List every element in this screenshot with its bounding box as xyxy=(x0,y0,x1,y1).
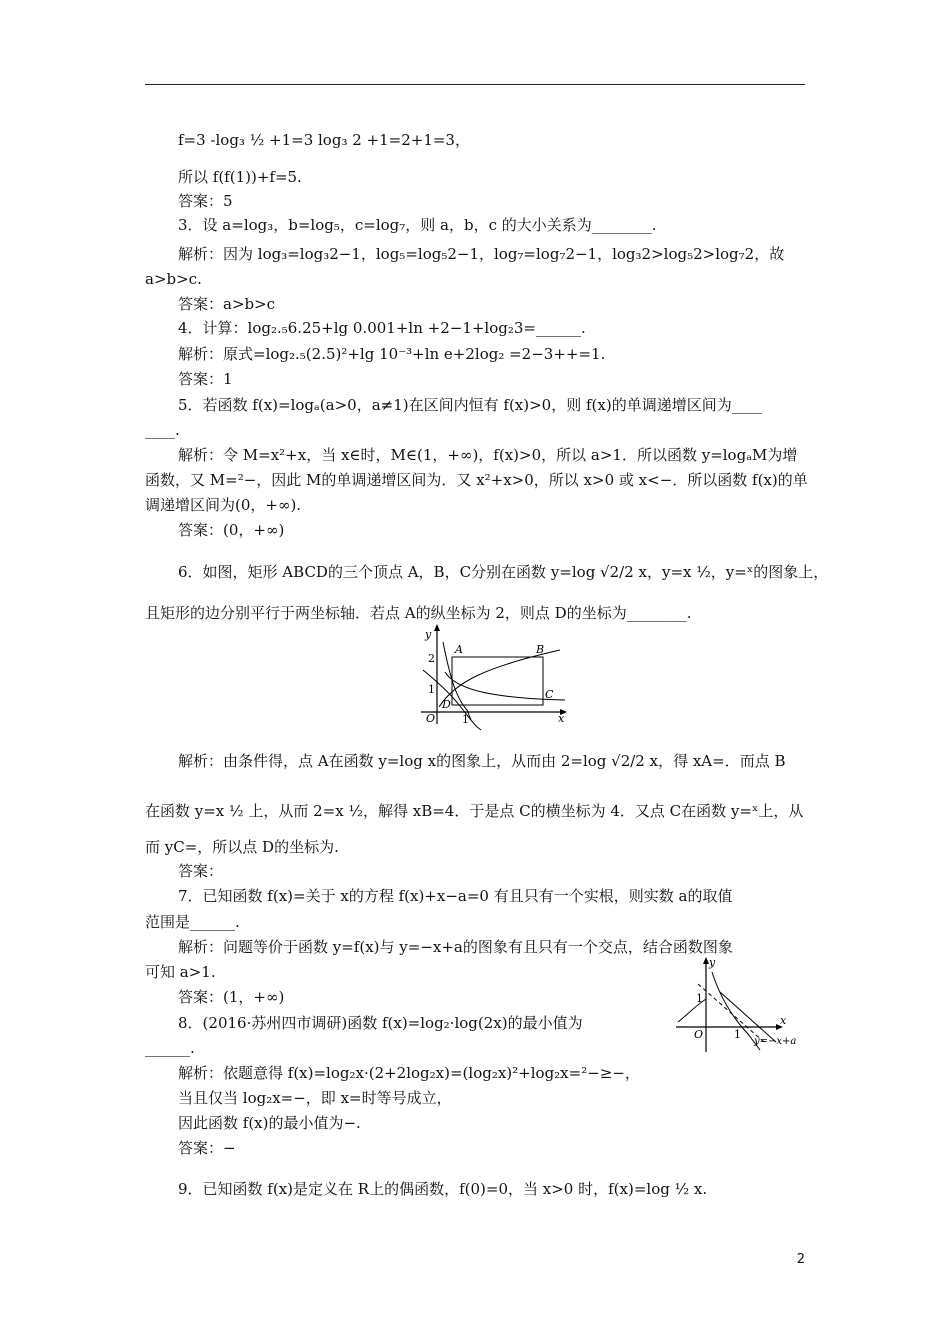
fig1-A: A xyxy=(455,643,463,656)
fig1-x: x xyxy=(558,712,565,725)
fig2-line-label: y=−x+a xyxy=(754,1036,797,1047)
fig1-y: y xyxy=(425,628,432,641)
fig1-one-x: 1 xyxy=(462,713,469,726)
line-13: 函数，又 M=²−，因此 M的单调递增区间为．又 x²+x>0，所以 x>0 或 x<−．所以函数 f(x)的单 xyxy=(145,471,808,489)
line-32: 答案：− xyxy=(178,1139,236,1157)
line-27: 8．(2016·苏州四市调研)函数 f(x)=log₂·log(2x)的最小值为 xyxy=(178,1014,583,1032)
line-4: 解析：因为 log₃=log₃2−1，log₅=log₅2−1，log₇=log₇2−1，log₃2>log₅2>log₇2，故 xyxy=(178,245,785,263)
line-23: 范围是______. xyxy=(145,913,240,931)
header-rule xyxy=(145,84,805,85)
fig2-y: y xyxy=(709,956,716,969)
line-3: 3．设 a=log₃，b=log₅，c=log₇，则 a，b，c 的大小关系为________. xyxy=(178,216,657,234)
line-24: 解析：问题等价于函数 y=f(x)与 y=−x+a的图象有且只有一个交点，结合函数图象 xyxy=(178,938,733,956)
fig1-C: C xyxy=(545,688,554,701)
line-9: 答案：1 xyxy=(178,370,233,388)
line-19: 在函数 y=x ½ 上，从而 2=x ½，解得 xB=4．于是点 C的横坐标为 4．又点 C在函数 y=ˣ上，从 xyxy=(145,802,804,820)
line-2: 答案：5 xyxy=(178,192,233,210)
line-6: 答案：a>b>c xyxy=(178,295,276,313)
line-10: 5．若函数 f(x)=logₐ(a>0，a≠1)在区间内恒有 f(x)>0，则 f(x)的单调递增区间为____ xyxy=(178,396,762,414)
fig1-D: D xyxy=(442,698,451,711)
figure-intersection-graph xyxy=(672,952,812,1056)
line-22: 7．已知函数 f(x)=关于 x的方程 f(x)+x−a=0 有且只有一个实根，则实数 a的取值 xyxy=(178,887,733,905)
line-16: 6．如图，矩形 ABCD的三个顶点 A，B，C分别在函数 y=log √2/2 x，y=x ½，y=ˣ的图象上， xyxy=(178,563,829,581)
fig2-one-x: 1 xyxy=(734,1028,741,1041)
fig1-one-y: 1 xyxy=(428,683,435,696)
line-0: f=3 -log₃ ½ +1=3 log₃ 2 +1=2+1=3， xyxy=(178,131,470,149)
line-14: 调递增区间为(0，+∞). xyxy=(145,496,302,514)
page-number: 2 xyxy=(796,1252,805,1267)
line-26: 答案：(1，+∞) xyxy=(178,988,285,1006)
line-25: 可知 a>1. xyxy=(145,963,216,981)
line-12: 解析：令 M=x²+x，当 x∈时，M∈(1，+∞)，f(x)>0，所以 a>1．所以函数 y=logₐM为增 xyxy=(178,446,798,464)
fig2-one-y: 1 xyxy=(696,992,703,1005)
line-8: 解析：原式=log₂.₅(2.5)²+lg 10⁻³+ln e+2log₂ =2−3++=1. xyxy=(178,345,606,363)
line-5: a>b>c. xyxy=(145,270,202,288)
line-31: 因此函数 f(x)的最小值为−. xyxy=(178,1114,361,1132)
line-29: 解析：依题意得 f(x)=log₂x·(2+2log₂x)=(log₂x)²+log₂x=²−≥−， xyxy=(178,1064,640,1082)
fig2-origin: O xyxy=(694,1028,704,1041)
line-17: 且矩形的边分别平行于两坐标轴．若点 A的纵坐标为 2，则点 D的坐标为________. xyxy=(145,604,692,622)
line-7: 4．计算：log₂.₅6.25+lg 0.001+ln +2−1+log₂3=______. xyxy=(178,319,586,337)
line-33: 9．已知函数 f(x)是定义在 R上的偶函数，f(0)=0，当 x>0 时，f(x)=log ½ x. xyxy=(178,1180,708,1198)
line-11: ____. xyxy=(145,421,180,439)
fig1-B: B xyxy=(536,643,545,656)
fig1-two-y: 2 xyxy=(428,652,435,665)
line-18: 解析：由条件得，点 A在函数 y=log x的图象上，从而由 2=log √2/2 x，得 xA=．而点 B xyxy=(178,752,786,770)
line-15: 答案：(0，+∞) xyxy=(178,521,285,539)
fig2-x: x xyxy=(780,1014,787,1027)
fig1-origin: O xyxy=(426,712,436,725)
line-30: 当且仅当 log₂x=−，即 x=时等号成立， xyxy=(178,1089,452,1107)
line-21: 答案： xyxy=(178,862,224,880)
figure-rectangle-graph xyxy=(415,622,575,732)
line-28: ______. xyxy=(145,1039,195,1057)
line-20: 而 yC=，所以点 D的坐标为. xyxy=(145,838,339,856)
line-1: 所以 f(f(1))+f=5. xyxy=(178,168,302,186)
